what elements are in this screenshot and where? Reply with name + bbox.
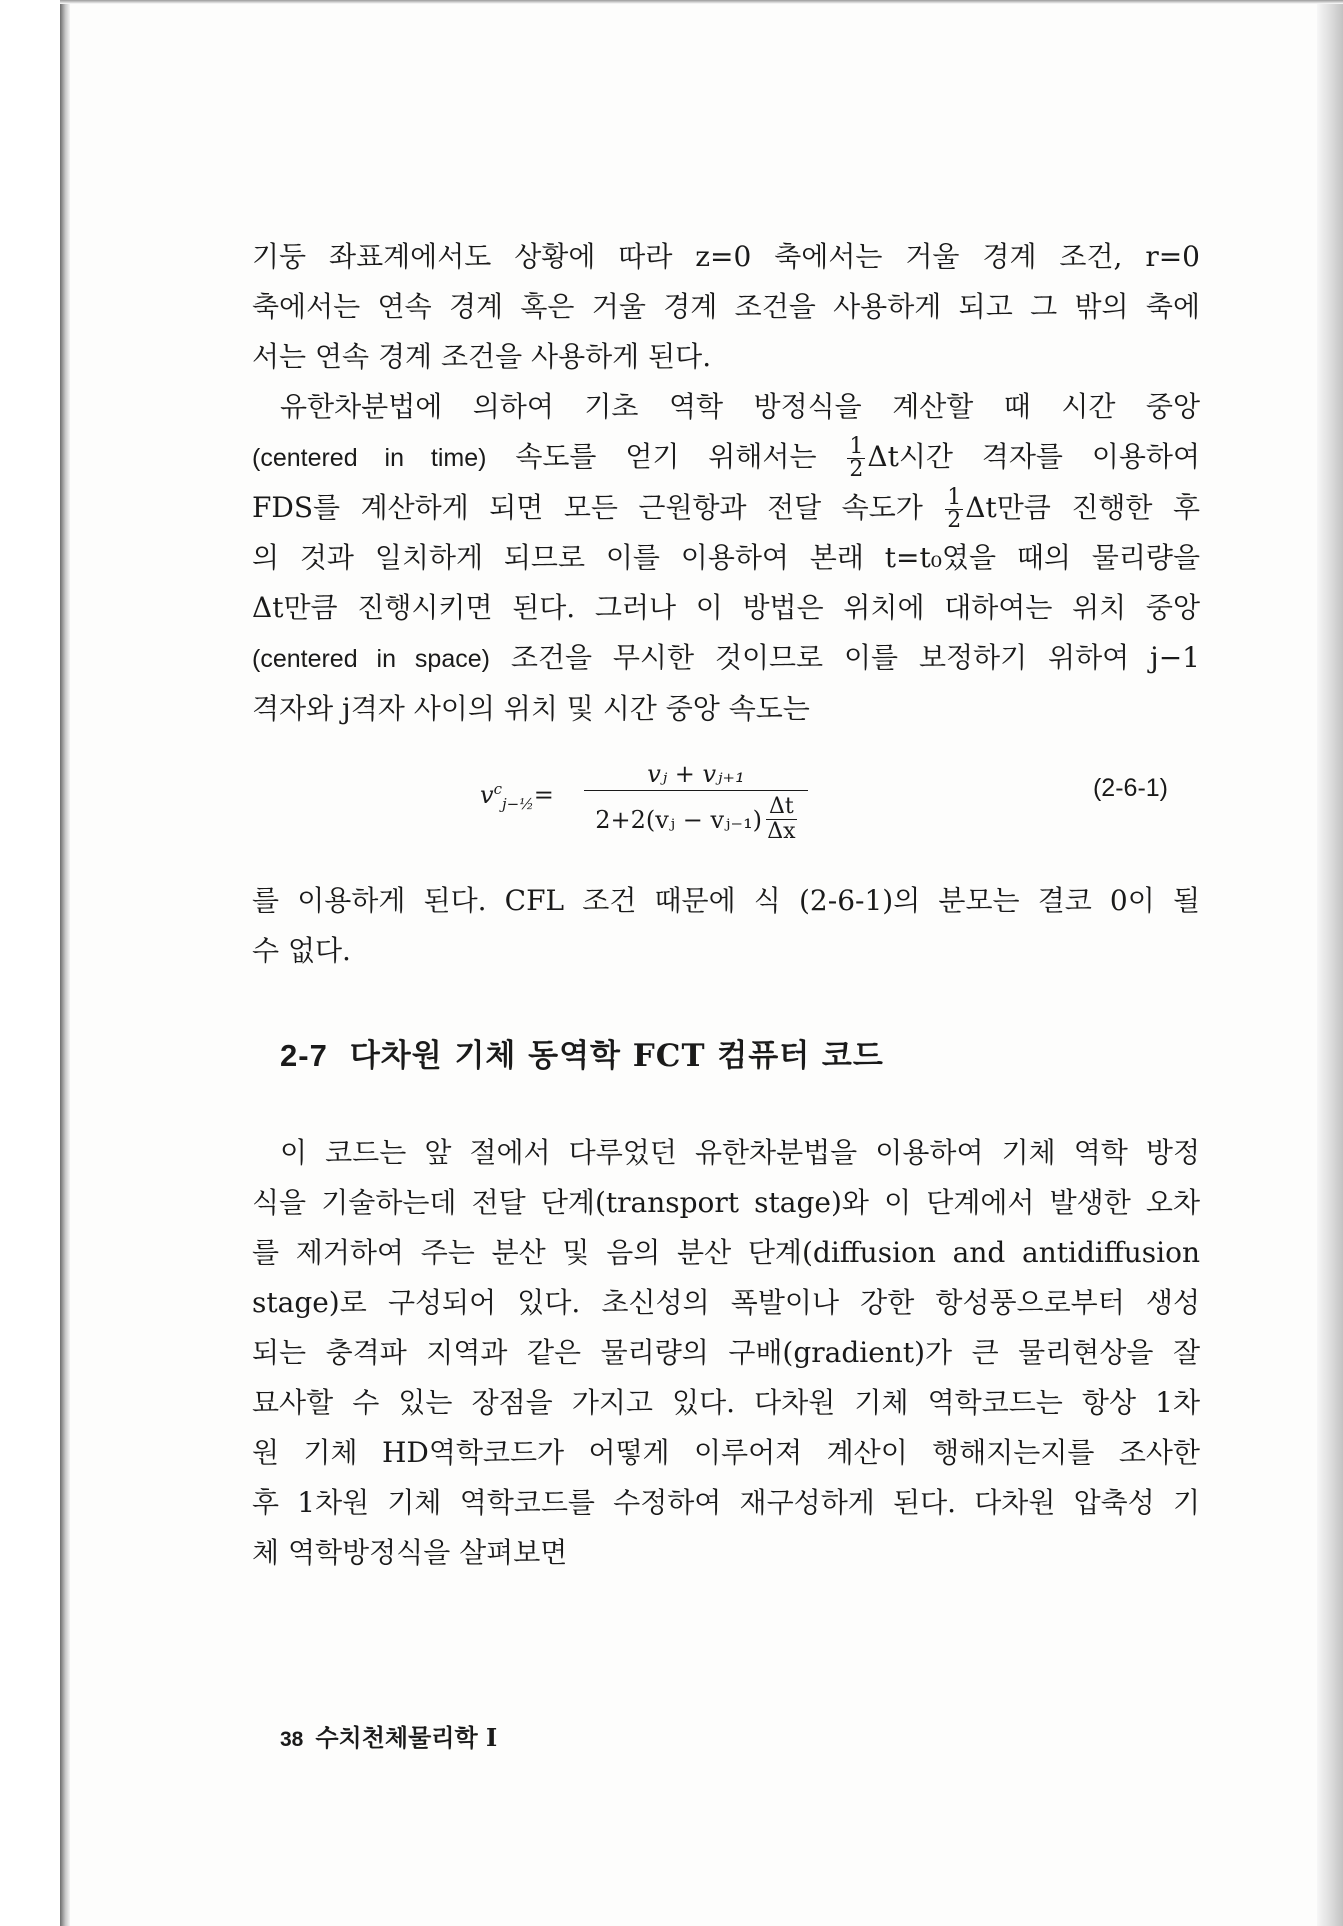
section-title: 다차원 기체 동역학 FCT 컴퓨터 코드 [349, 1038, 884, 1074]
half-fraction-denominator: 2 [849, 457, 864, 482]
equation-denominator-main: 2+2(vⱼ − vⱼ₋₁) [595, 805, 763, 834]
paragraph-2 [252, 382, 1200, 734]
equation-fraction [584, 760, 808, 844]
paragraph-4-line-8: 후 1차원 기체 역학코드를 수정하여 재구성하게 된다. 다차원 압축성 기 [252, 1486, 1200, 1519]
paragraph-2-line-3-text: FDS를 계산하게 되면 모든 근원항과 전달 속도가 [252, 491, 923, 524]
paragraph-2-line-6-text: 조건을 무시한 것이므로 이를 보정하기 위하여 j−1 [510, 641, 1200, 674]
paragraph-4-line-6: 묘사할 수 있는 장점을 가지고 있다. 다차원 기체 역학코드는 항상 1차 [252, 1386, 1200, 1419]
centered-in-time-term: (centered in time) [252, 444, 487, 472]
page-footer [280, 1718, 497, 1753]
page-top-edge [60, 0, 1343, 4]
paragraph-2-line-4: 의 것과 일치하게 되므로 이를 이용하여 본래 t=t₀였을 때의 물리량을 [252, 541, 1200, 574]
half-fraction-2-denominator: 2 [947, 508, 962, 533]
page-binding-edge [60, 0, 70, 1926]
equation-number: (2-6-1) [1092, 774, 1168, 802]
paragraph-1-line-3: 서는 연속 경계 조건을 사용하게 된다. [252, 340, 712, 373]
half-fraction [847, 436, 865, 481]
equation-lhs-superscript: c [493, 780, 502, 798]
dx-denominator: Δx [767, 819, 796, 844]
paragraph-2-line-5: Δt만큼 진행시키면 된다. 그러나 이 방법은 위치에 대하여는 위치 중앙 [252, 591, 1200, 624]
equation-numerator: vⱼ + vⱼ₊₁ [584, 760, 808, 791]
paragraph-4-line-1: 이 코드는 앞 절에서 다루었던 유한차분법을 이용하여 기체 역학 방정 [280, 1136, 1200, 1169]
equation-equals: = [533, 781, 554, 809]
equation-2-6-1 [480, 752, 1200, 862]
paragraph-2-line-6 [252, 633, 1200, 684]
paragraph-4-line-4: stage)로 구성되어 있다. 초신성의 폭발이나 강한 항성풍으로부터 생성 [252, 1286, 1200, 1319]
paragraph-2-line-1: 유한차분법에 의하여 기초 역학 방정식을 계산할 때 시간 중앙 [280, 390, 1200, 423]
paragraph-3 [252, 876, 1200, 976]
book-title: 수치천체물리학 I [315, 1723, 498, 1752]
equation-lhs-subscript: j−½ [501, 794, 534, 813]
paragraph-2-line-3-tail: Δt만큼 진행한 후 [965, 491, 1200, 524]
equation-denominator [595, 795, 797, 844]
dt-numerator: Δt [766, 795, 797, 820]
paragraph-4-line-9: 체 역학방정식을 살펴보면 [252, 1536, 568, 1569]
paragraph-4-line-5: 되는 충격파 지역과 같은 물리량의 구배(gradient)가 큰 물리현상을 잘 [252, 1336, 1200, 1369]
page-right-shadow [1317, 0, 1343, 1926]
equation-lhs-base: v [480, 781, 494, 809]
paragraph-3-line-2: 수 없다. [252, 934, 351, 967]
centered-in-space-term: (centered in space) [252, 645, 490, 673]
paragraph-2-line-2-text: 속도를 얻기 위해서는 [515, 440, 817, 473]
paragraph-4-line-7: 원 기체 HD역학코드가 어떻게 이루어져 계산이 행해지는지를 조사한 [252, 1436, 1200, 1469]
paragraph-1-line-2: 축에서는 연속 경계 혹은 거울 경계 조건을 사용하게 되고 그 밖의 축에 [252, 290, 1200, 323]
paragraph-4 [252, 1128, 1200, 1578]
half-fraction-2-numerator: 1 [947, 485, 962, 510]
paragraph-4-line-3: 를 제거하여 주는 분산 및 음의 분산 단계(diffusion and antidiffusion [252, 1236, 1200, 1269]
paragraph-2-line-7: 격자와 j격자 사이의 위치 및 시간 중앙 속도는 [252, 692, 810, 725]
section-heading [280, 1030, 884, 1075]
paragraph-3-line-1: 를 이용하게 된다. CFL 조건 때문에 식 (2-6-1)의 분모는 결코 0이 될 [252, 884, 1200, 917]
section-number: 2-7 [280, 1038, 328, 1073]
paragraph-2-line-3 [252, 483, 1200, 533]
page-number: 38 [280, 1728, 304, 1751]
equation-lhs [480, 780, 554, 813]
paragraph-2-line-2 [252, 432, 1200, 483]
paragraph-1 [252, 232, 1200, 382]
paragraph-4-line-2: 식을 기술하는데 전달 단계(transport stage)와 이 단계에서 발생한 오차 [252, 1186, 1200, 1219]
half-fraction-numerator: 1 [849, 434, 864, 459]
paragraph-2-line-2-tail: Δt시간 격자를 이용하여 [867, 440, 1201, 473]
paragraph-1-line-1: 기둥 좌표계에서도 상황에 따라 z=0 축에서는 거울 경계 조건, r=0 [252, 240, 1200, 273]
dt-over-dx-fraction [766, 795, 797, 844]
half-fraction-2 [945, 487, 963, 532]
